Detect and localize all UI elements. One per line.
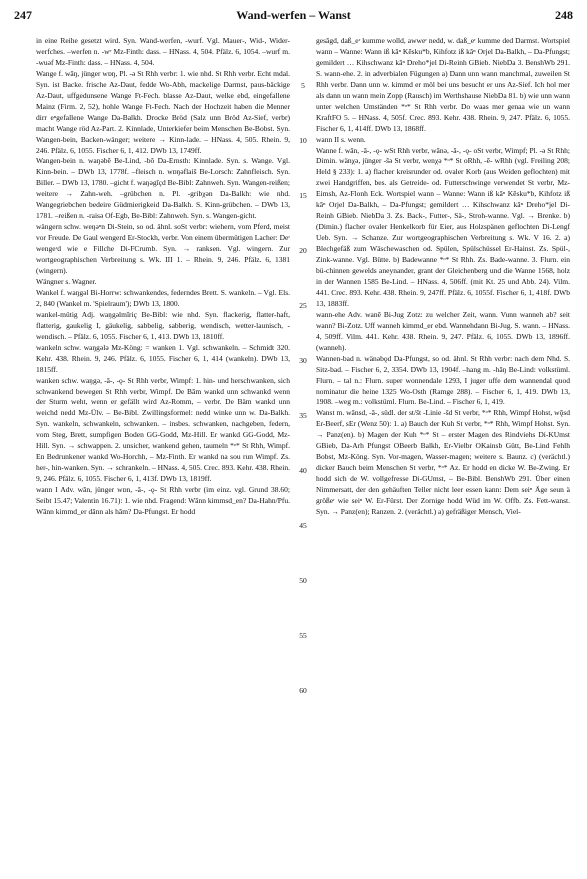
line-number: 30 [299,356,307,365]
entry-paragraph: Wannen-bad n. wänəbǫd Da-Pfungst, so od. ähnl. St Rhh verbr: nach dem Nhd. S. Sitz-bad. – Fischer 6, 2, 3354. DWb 13, 1904f. –hang m. -hāŋ Be-Lind: volkstüml. Flurn. – tal n.: Flurn. super wonnendale 1293, I juger uffe dem wannendal quod nominatur die heine 1325 Wo-Osth (Ramge 288). – Fischer 6, 1, 419. DWb 13, 1908. –weg m.: volkstüml. Flurn. Be-Lind. – Fischer 6, 1, 419. [316,353,570,407]
entry-paragraph: gesāgd, daß_eʳ kumme wolld, awweʳ nedd, w. daß_eʳ kumme ded Darmst. Wortspiel wann – Wanne: Wann iß kāⁿ Kēsku*b, Kihfotz iß kāⁿ Orjel Da-Balkh, – Da-Pfungst; gemildert … Kihschwanz kāⁿ Dreho*jel Di-Reinh GBieb. NiebDa 3. BenshWb 291. S. wann-ehe. 2. in adverbialen Fügungen a) Dann unn wann manchmal, zuweilen St Rhh verbr. Dann unn w. kimmd er möl bei uns besucht er uns Az-Sief. Ich hol mer als dann un wann mein Zopp (Rausch) im Werthshause NiebDa 81. b) wie unn wann unter welchen Umständen *ᵒ* St Rhh verbr. Do waas mer genaa wie un wann KraftFO 5. – HNass. 4, 505f. Crec. 893. Kehr. 438. Rhein. 9, 247. Pfälz. 6, 1055. Fischer 6, 1, 414ff. DWb 13, 1868ff. [316,36,570,133]
running-title: Wand-werfen – Wanst [236,8,351,22]
line-number: 45 [299,521,307,530]
entry-paragraph: wankeln schw. waŋgələ Mz-Köng: = wanken 1. Vgl. schwankeln. – Schmidt 320. Kehr. 438. Rhein. 9, 246. Pfälz. 6, 1055. Fischer 6, 1, 414 (wankeln). DWb 13, 1815ff. [36,342,290,374]
line-number: 55 [299,631,307,640]
line-number: 35 [299,411,307,420]
line-number: 40 [299,466,307,475]
line-number: 10 [299,136,307,145]
entry-paragraph: Wängner s. Wagner. [36,276,97,286]
entry-paragraph: in eine Reihe gesetzt wird. Syn. Wand-werfen, -wurf. Vgl. Mauer-, Wid-, Wider-werfches. –werfen n. -wᵉ Mz-Finth: dass. – HNass. 4, 504. Pfälz. 6, 1054. –wurf m. -wuəf Mz-Finth: dass. – HNass. 4, 504. [36,36,290,67]
entry-paragraph: wängern schw. weŋəⁿn Di-Stein, so od. ähnl. soSt verbr: wiehern, vom Pferd, meist vor Freude. De Gaul wengerd Er-Stockh, verbr. Von einem übermütigen Lacher: Deʳ wengeʳd wie e Fillche Di-FCrumb. Syn. → ranksen. Vgl. wingern. Zur wortgeographischen Verbreitung s. Wk. III 1. – Rhein. 9, 246. Pfälz. 6, 1381 (wingern). [36,222,290,276]
entry-paragraph: Wankel f. waŋgəl Bi-Horrw: schwankendes, federndes Brett. S. wankeln. – Vgl. Els. 2, 840 (Wankel m. 'Spielraum'); DWb 13, 1800. [36,287,290,308]
left-column [36,36,290,846]
page-number-right: 248 [555,8,573,22]
entry-paragraph: wanken schw. waŋgə, -ā-, -ǫ- St Rhh verbr, Wimpf: 1. hin- und herschwanken, sich schwankend bewegen St Rhh verbr, Wimpf. De Bām wankd unn schwankd wenn der Sturm weht, wenn er gefällt wird Az-Romm, – verbr. De Bäm wankd unn weichd nedd Mz-Ülv. – Be-Bibl. Zwillingsformel: nedd winke unn w. Da-Balkh. Syn. wankeln, schwankeln, schwanken. – insbes. schwanken, nachgeben, federn, vom Steg, Brett, sumpfigen Boden GG-Godd, Mz-Hill. Er wankd GG-Godd, Mz-Hill. Syn. → schwappen. 2. unsicher, wankend gehen, taumeln *ᵒ* St Rhh, Wimpf. En Bedrunkener wankd Wo-Horchh, – Mz-Finth. Er wankd na sou run Wimpf. Zs. her-, hin-wanken. Syn. → schrankeln. – HNass. 4, 505. Crec. 893. Kehr. 438. Rhein. 9, 246. Pfälz. 6, 1055. Fischer 6, 1, 413f. DWb 13, 1819ff. [36,375,290,484]
line-number: 15 [299,191,307,200]
line-number: 50 [299,576,307,585]
entry-paragraph: wann II s. wenn. [316,134,366,144]
page-number-left: 247 [14,8,32,22]
line-number: 20 [299,246,307,255]
entry-paragraph: wann I Adv. wān, jünger wɒn, -ā-, -ǫ- St Rhh verbr (im einz. vgl. Grund 38.60; Seibt 15.47; Valentin 16.71): 1. wie nhd. Fragend: Wānn kimmsd_en? Da-Hahn/Pfu. Wānn kimmd_er dānn als hām? Da-Pfungst. Er hodd [36,485,290,516]
entry-paragraph: Wanst m. wānsd, -ā-, südl. der st/št -Linie -šd St verbr, *ᵒ* Rhh, Wimpf Hohst, wǭsd Er-Beerf, sEr (Wenz 50): 1. a) Bauch der Kuh St verbr, *ᵒ* Rhh, Wimpf Hohst. Syn. → Panz(en). b) Magen der Kuh *ᵒ* St – erster Magen des Rindviehs Di-KUmst GBieb, Da-Arh Pfungst OBeerb Balkh, Er-Vielbr OKainsb Gütt, Be-Lind Fehlh Bobst, Mz-Köng. Syn. Vor-magen, Wasser-magen; weitere s. Baunz. c) (verächtl.) dicker Bauch beim Menschen St verbr, *ᵒ* Az. Er hodd en dicke W. Be-Zwing. Er hodd sich de W. vollgefresse Di-GUmst, – Be-Bibl. BenshWb 291. Über einen Nimmersatt, der den gehäuften Teller nicht leer essen kann: Dem seiⁿ Äge seun ä größeʳ wie seiⁿ W. Er-Fürst. Der Zornige hodd Wüd im W. Offb. Zs. Fett-wanst. Syn. → Panz(en); Ranzen. 2. (verächtl.) a) gefräßiger Mensch, Viel- [316,408,570,516]
entry-paragraph: Wanne f. wān, -ā-, -ǫ- wSt Rhh verbr, wānə, -ā-, -ǫ- oSt verbr, Wimpf; Pl. -ə St Rhh; Dimin. wänχə, jünger -šə St verbr, wenχə *ᵒ* St oRhh, -ē- wRhh (vgl. Freiling 208; Held § 233): 1. a) flacher kreisrunder od. ovaler Korb (aus Weiden geflochten) mit zwei Handgriffen, bes. als Getreide- od. Futterschwinge verwendet St verbr, Mz-Eimsh, Az-Flonh Eck. Wortspiel wann – Wanne: Wann iß kāⁿ Kēsku*b, Kihfotz iß kāⁿ Orjel Da-Balkh, – Da-Pfungst; gemildert … Kihschwanz kāⁿ Dreho*jel Di-Reinh GBieb. NiebDa 3. Zs. Back-, Futter-, Sä-, Stroh-wanne. Vgl. → Brenke. b) (Dimin.) flacher ovaler Henkelkorb für Eier, aus Holzspänen geflochten Di-Lengf Ueb. Syn. → Schanze. Zur wortgeographischen Verbreitung s. Wk. V 16. 2. a) Blechgefäß zum Wäschewaschen od. Spülen, Spülschüssel Er-Hainst. Zs. Spül-, Zink-wanne. Vgl. Bütte. b) Badewanne *ᵒ* St Rhh. Zs. Bade-wanne. 3. Flurn. ein bü-chinnen gewelds aneynander, grant der Gleichenberg und die Wanne 1568, holz in der Wannen 1585 Be-Lind. – HNass. 4, 506ff. (mit Kt. 25 und Abb. 24). Vilm. 441. Crec. 893. Kehr. 438. Rhein. 9, 247ff. Pfälz. 6, 1055f. Fischer 6, 1, 418f. DWb 13, 1883ff. [316,145,570,308]
entry-paragraph: wann-ehe Adv. wanē Bi-Jug Zotz: zu welcher Zeit, wann. Vunn wanneh ab? seit wann? Bi-Zotz. Uff wanneh kimmd_er ebd. Wannehdann Bi-Jug. S. wann. – HNass. 4, 509ff. Vilm. 441. Kehr. 438. Rhein. 9, 247. Pfälz. 6, 1055. DWb 13, 1896ff. (wanneh). [316,309,570,352]
entry-paragraph: Wangen-bein n. waŋəbē Be-Lind, -bõ Da-Ernsth: Kinnlade. Syn. s. Wange. Vgl. Kinn-bein. – DWb 13, 1778f. –fleisch n. wɒŋəflaiš Be-Lorsch: Zahnfleisch. Syn. Biller. – DWb 13, 1780. –gicht f. waŋəgīçd Be-Bibl: Zahnweh. Syn. Wangen-reißen; weitere → Zahn-weh. –grübchen n. Pl. -gribχən Da-Balkh: wie nhd. Wangegriebchen bedeire Güdmierigkeid Da-Balkh. S. Kinn-grübchen. – DWb 13, 1781. –reißen n. -raisə Of-Egb, Be-Bibl: Zahnweh. Syn. s. Wangen-gicht. [36,156,290,221]
line-number: 60 [299,686,307,695]
entry-paragraph: Wange f. wāŋ, jünger wɒŋ, Pl. -ə St Rhh verbr: 1. wie nhd. St Rhh verbr. Echt mdal. Syn. ist Backe. frische Az-Daut, fedde Wo-Abh, mackelige Darmst, paus-bäckige Az-Daut, uffgedunsene Wange Ft-Fech. blasse Az-Daut, welke ebd, eingefallene Mainz (Firm. 2, 52), hohle Wange Ft-Fech. Nach der Hochzeit haben die Menner dirr eⁿgefallene Wange Da-Balkh. Drocke Bröd (Salz unn Bröd Az-Sief, verbr) macht Wange röd Az-Part. 2. Kinnlade, Unterkiefer beim Menschen Be-Bobst. Syn. Wangen-bein, Backen-wänger; weitere → Kinn-lade. – HNass. 4, 505. Rhein. 9, 246. Pfälz. 6, 1055. Fischer 6, 1, 412. DWb 13, 1749ff. [36,68,290,155]
line-number: 25 [299,301,307,310]
entry-paragraph: wankel-mütig Adj. waŋgəlmīriç Be-Bibl: wie nhd. Syn. flackerig, flatter-haft, flatterig, gaukelig I, gäukelig, sabbelig, sabberig, wendisch, wetter-launisch, -wendisch. – Pfälz. 6, 1055. Fischer 6, 1, 413. DWb 13, 1810ff. [36,309,290,341]
page-header [14,8,573,26]
line-number: 5 [301,81,305,90]
right-column [316,36,570,846]
